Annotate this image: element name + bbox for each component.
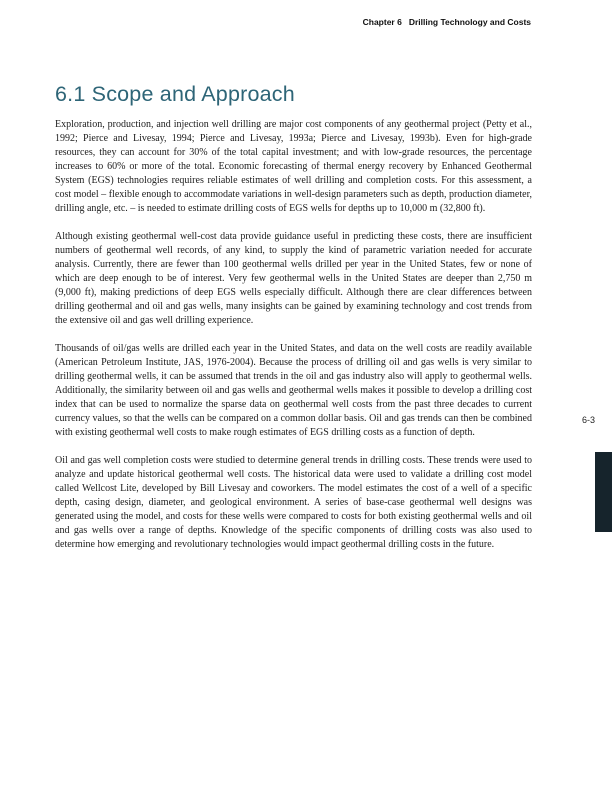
running-header-title: Drilling Technology and Costs [408,17,531,27]
body-paragraph: Oil and gas well completion costs were studied to determine general trends in drilling costs. These trends were used to analyze and update historical geothermal well costs. The historical data were used to validate a drilling cost model called Wellcost Lite, developed by Bill Livesay and coworkers. The model estimates the cost of a well of a specific depth, casing design, diameter, and geological environment. A series of base-case geothermal well designs was generated using the model, and costs for these wells were compared to costs for both existing geothermal wells and oil and gas wells over a range of depths. Knowledge of the specific components of drilling costs was also used to determine how emerging and revolutionary technologies would impact geothermal drilling costs in the future. [55,455,532,550]
page-number: 6-3 [581,415,595,425]
body-paragraph: Exploration, production, and injection well drilling are major cost components of any geothermal project (Petty et al., 1992; Pierce and Livesay, 1994; Pierce and Livesay, 1993a; Pierce and Livesay, 1993b). Even for high-grade resources, they can account for 30% of the total capital investment; and with low-grade resources, the percentage increases to 60% or more of the total. Economic forecasting of thermal energy recovery by Enhanced Geothermal System (EGS) technologies requires reliable estimates of well drilling and completion costs. For this assessment, a cost model – flexible enough to accommodate variations in well-design parameters such as depth, production diameter, drilling angle, etc. – is needed to estimate drilling costs of EGS wells for depths up to 10,000 m (32,800 ft). [55,119,532,214]
running-header [0,17,531,27]
page-content [55,82,532,566]
running-header-chapter: Chapter 6 [362,17,402,27]
section-title: 6.1 Scope and Approach [55,82,295,106]
body-paragraph: Although existing geothermal well-cost data provide guidance useful in predicting these costs, there are insufficient numbers of geothermal well records, of any kind, to supply the kind of parametric variation needed for accurate analysis. Currently, there are fewer than 100 geothermal wells drilled per year in the United States, few or none of which are deep enough to be of interest. Very few geothermal wells in the United States are deeper than 2,750 m (9,000 ft), making predictions of deep EGS wells especially difficult. Although there are clear differences between drilling geothermal and oil and gas wells, many insights can be gained by examining technology and cost trends from the extensive oil and gas well drilling experience. [55,231,532,326]
body-paragraph: Thousands of oil/gas wells are drilled each year in the United States, and data on the well costs are readily available (American Petroleum Institute, JAS, 1976-2004). Because the process of drilling oil and gas wells is very similar to drilling geothermal wells, it can be assumed that trends in the oil and gas industry also will apply to geothermal wells. Additionally, the similarity between oil and gas wells and geothermal wells makes it possible to develop a drilling cost index that can be used to normalize the sparse data on geothermal well costs from the past three decades to current currency values, so that the wells can be compared on a common dollar basis. Oil and gas trends can then be combined with existing geothermal well costs to make rough estimates of EGS drilling costs as a function of depth. [55,343,532,438]
chapter-edge-tab [595,452,612,532]
